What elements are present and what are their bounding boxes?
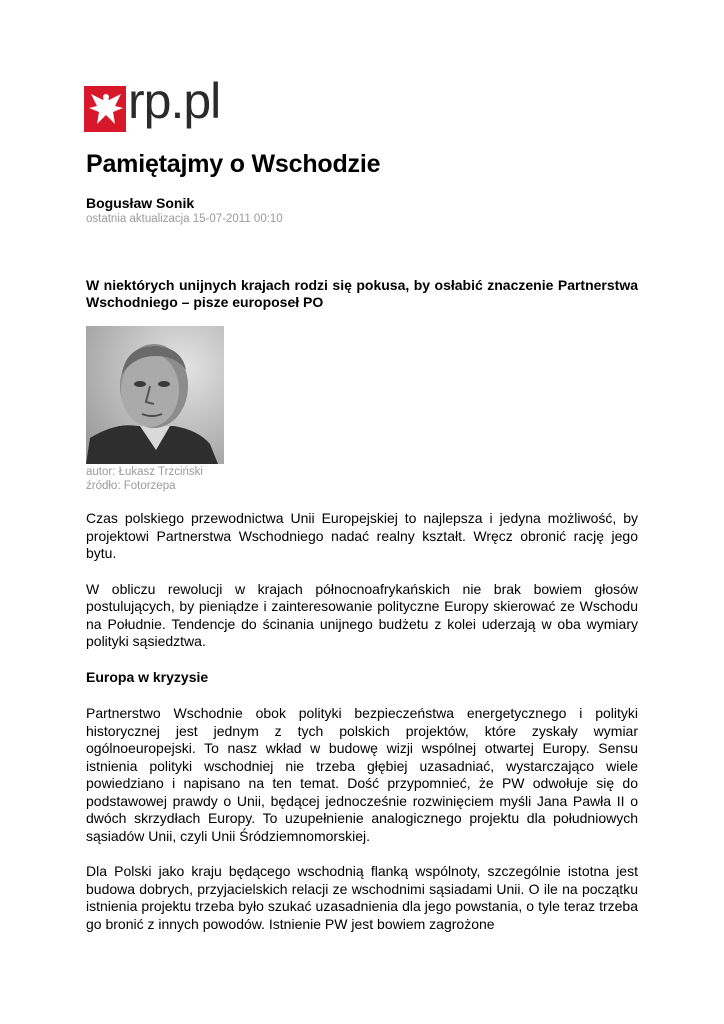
eagle-icon <box>84 82 128 134</box>
paragraph-2: W obliczu rewolucji w krajach północnoafrykańskich nie brak bowiem głosów postulujących, by pieniądze i zainteresowanie polityczne Europy skierować ze Wschodu na Południe. Tendencje do ścinania unijnego budżetu z kolei uderzają w oba wymiary polityki sąsiedztwa. <box>86 580 638 649</box>
article-title: Pamiętajmy o Wschodzie <box>86 150 381 178</box>
rp-logo[interactable] <box>84 73 234 138</box>
logo-wordmark: rp.pl <box>128 73 221 129</box>
article-author: Bogusław Sonik <box>86 195 195 211</box>
article-body <box>86 510 638 951</box>
paragraph-4: Dla Polski jako kraju będącego wschodnią flanką wspólnoty, szczególnie istotna jest budowa dobrych, przyjacielskich relacji ze wschodnimi sąsiadami Unii. O ile na początku istnienia projektu trzeba było szukać uzasadnienia dla jego powstania, o tyle teraz trzeba go bronić z innych powodów. Istnienie PW jest bowiem zagrożone <box>86 863 638 932</box>
photo-author: autor: Łukasz Trzciński <box>86 466 203 478</box>
author-photo <box>86 326 224 464</box>
paragraph-1: Czas polskiego przewodnictwa Unii Europejskiej to najlepsza i jedyna możliwość, by projektowi Partnerstwa Wschodniego nadać realny kształt. Wręcz obronić rację jego bytu. <box>86 510 638 561</box>
paragraph-3: Partnerstwo Wschodnie obok polityki bezpieczeństwa energetycznego i polityki historycznej jest jednym z tych polskich projektów, które zyskały wymiar ogólnoeuropejski. To nasz wkład w budowę wizji wspólnej otwartej Europy. Sensu istnienia polityki wschodniej nie trzeba głębiej uzasadniać, wystarczająco wiele powiedziano i napisano na ten temat. Dość przypomnieć, że PW odwołuje się do podstawowej prawdy o Unii, będącej jednocześnie rozwinięciem myśli Jana Pawła II o dwóch skrzydłach Europy. To uzupełnienie analogicznego projektu dla południowych sąsiadów Unii, czyli Unii Śródziemnomorskiej. <box>86 705 638 844</box>
photo-caption <box>86 465 203 493</box>
photo-source: źródło: Fotorzepa <box>86 480 176 492</box>
section-heading: Europa w kryzysie <box>86 668 209 685</box>
last-updated: ostatnia aktualizacja 15-07-2011 00:10 <box>86 213 283 225</box>
article-lead: W niektórych unijnych krajach rodzi się pokusa, by osłabić znaczenie Partnerstwa Wschodniego – pisze europoseł PO <box>86 277 638 310</box>
